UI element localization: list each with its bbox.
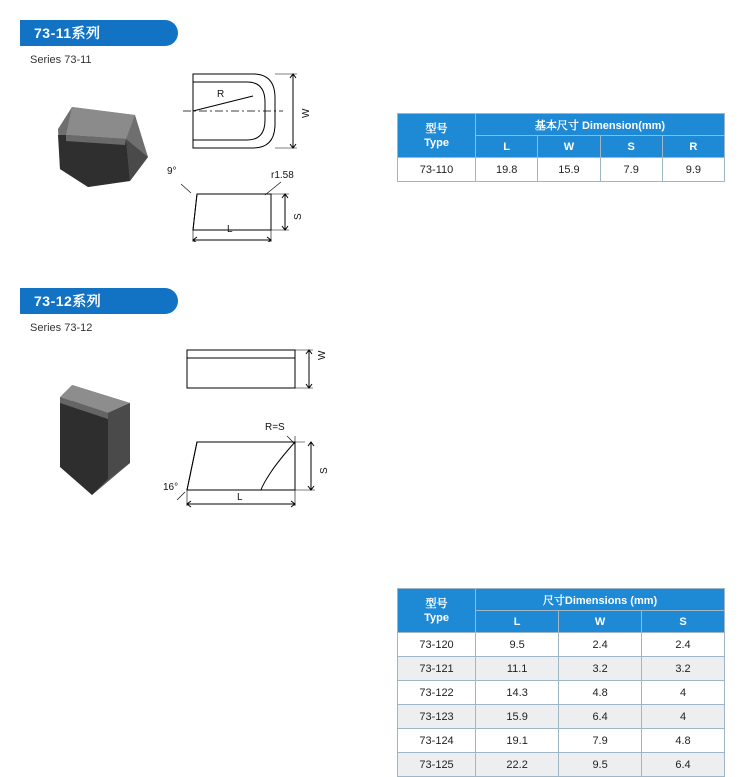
cell-type: 73-121 (398, 657, 476, 681)
section-title-73-11: 73-11系列 (20, 20, 178, 46)
cell-type: 73-125 (398, 753, 476, 777)
cell-W: 9.5 (559, 753, 642, 777)
dim-label-S: S (293, 213, 304, 220)
spec-table-73-12 (397, 588, 725, 777)
cell-type: 73-110 (398, 158, 476, 182)
header-type-cn: 型号 (425, 597, 448, 610)
header-col-W: W (538, 136, 600, 158)
cell-L: 22.2 (476, 753, 559, 777)
spec-table-73-11 (397, 113, 725, 182)
header-dimension-group: 基本尺寸 Dimension(mm) (476, 114, 725, 136)
cell-W: 15.9 (538, 158, 600, 182)
cell-W: 6.4 (559, 705, 642, 729)
cell-W: 2.4 (559, 633, 642, 657)
insert-photo-73-12 (30, 375, 160, 510)
table-row (398, 633, 725, 657)
table-row (398, 158, 725, 182)
table-row (398, 753, 725, 777)
cell-L: 11.1 (476, 657, 559, 681)
cell-L: 14.3 (476, 681, 559, 705)
cell-S: 4 (642, 681, 725, 705)
table-row (398, 705, 725, 729)
technical-drawing-73-11 (167, 62, 375, 242)
cell-type: 73-124 (398, 729, 476, 753)
section-73-12 (0, 270, 746, 771)
table-row (398, 657, 725, 681)
header-col-R: R (662, 136, 724, 158)
header-type (398, 589, 476, 633)
cell-S: 3.2 (642, 657, 725, 681)
insert-photo-73-11 (30, 95, 160, 205)
cell-S: 7.9 (600, 158, 662, 182)
dim-label-S: S (319, 467, 330, 474)
section-title-73-12: 73-12系列 (20, 288, 178, 314)
header-type-cn: 型号 (425, 122, 448, 135)
cell-W: 7.9 (559, 729, 642, 753)
header-col-S: S (600, 136, 662, 158)
dim-label-W: W (317, 350, 328, 360)
dim-label-L: L (237, 492, 243, 503)
cell-S: 4.8 (642, 729, 725, 753)
table-row (398, 681, 725, 705)
cell-type: 73-120 (398, 633, 476, 657)
cell-S: 4 (642, 705, 725, 729)
header-col-L: L (476, 611, 559, 633)
cell-L: 19.8 (476, 158, 538, 182)
header-col-W: W (559, 611, 642, 633)
dim-label-R: R (217, 89, 225, 100)
dim-label-W: W (301, 108, 312, 118)
cell-L: 19.1 (476, 729, 559, 753)
technical-drawing-73-12 (163, 332, 375, 532)
cell-type: 73-123 (398, 705, 476, 729)
cell-S: 2.4 (642, 633, 725, 657)
dim-label-angle: 16° (163, 482, 179, 493)
cell-W: 3.2 (559, 657, 642, 681)
table-header-row (398, 589, 725, 611)
header-col-S: S (642, 611, 725, 633)
header-type-en: Type (424, 136, 449, 149)
header-dimension-group: 尺寸Dimensions (mm) (476, 589, 725, 611)
cell-L: 15.9 (476, 705, 559, 729)
table-header-row (398, 114, 725, 136)
cell-R: 9.9 (662, 158, 724, 182)
section-subtitle-73-11: Series 73-11 (30, 54, 92, 66)
cell-W: 4.8 (559, 681, 642, 705)
section-73-11 (0, 0, 746, 270)
cell-S: 6.4 (642, 753, 725, 777)
dim-label-r158: r1.58 (271, 170, 294, 181)
table-row (398, 729, 725, 753)
header-type (398, 114, 476, 158)
cell-L: 9.5 (476, 633, 559, 657)
dim-label-R-eq-S: R=S (265, 422, 285, 433)
header-type-en: Type (424, 611, 449, 624)
dim-label-L: L (227, 224, 233, 235)
dim-label-angle: 9° (167, 166, 177, 177)
section-subtitle-73-12: Series 73-12 (30, 322, 93, 334)
cell-type: 73-122 (398, 681, 476, 705)
header-col-L: L (476, 136, 538, 158)
